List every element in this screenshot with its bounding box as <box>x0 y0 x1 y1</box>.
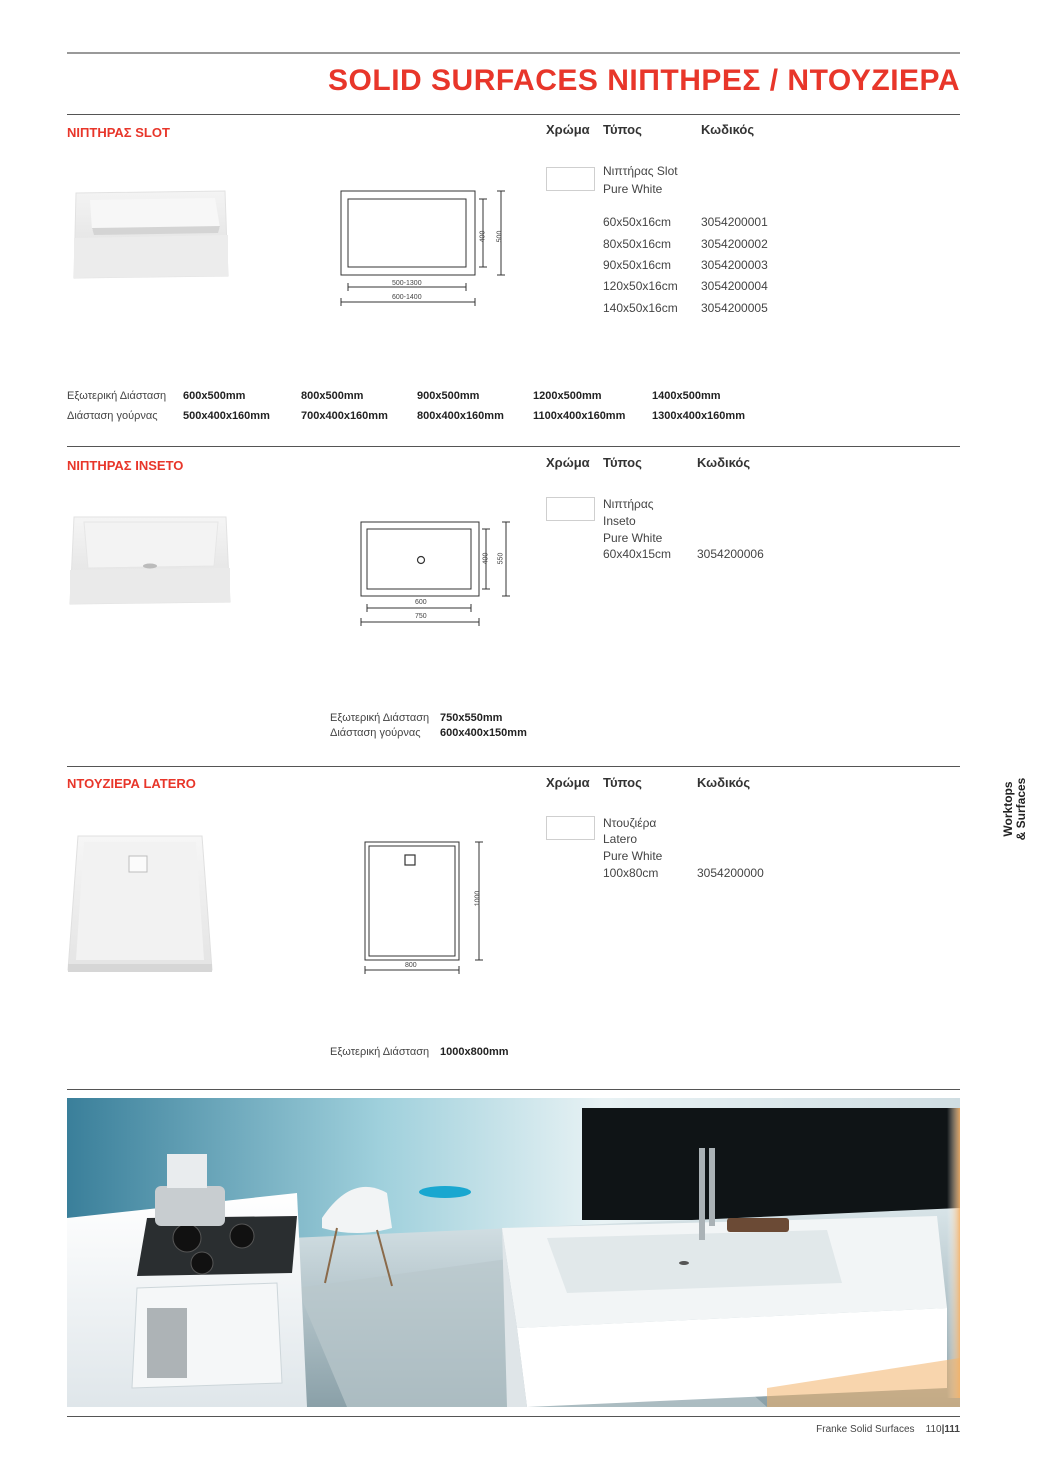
inseto-type-line3: Pure White <box>603 531 663 545</box>
footer-rule <box>67 1416 960 1417</box>
top-rule <box>67 52 960 54</box>
latero-type-line2: Latero <box>603 832 638 846</box>
inseto-outer-depth-label: 550 <box>497 552 505 565</box>
inseto-type-line2: Inseto <box>603 514 636 528</box>
slot-code-header: Κωδικός <box>701 122 755 137</box>
inseto-color-swatch <box>546 497 595 521</box>
slot-variant-row <box>603 258 768 272</box>
kitchen-lifestyle-photo <box>67 1098 960 1407</box>
latero-code: 3054200000 <box>697 866 764 880</box>
latero-section-title: ΝΤΟΥΖΙΕΡΑ LATERO <box>67 776 196 791</box>
inseto-type-header: Τύπος <box>603 455 642 470</box>
inseto-section-title: ΝΙΠΤΗΡΑΣ INSETO <box>67 458 184 473</box>
latero-depth-label: 1000 <box>474 890 482 907</box>
section-divider <box>67 766 960 767</box>
slot-bowl-value: 800x400x160mm <box>417 410 504 422</box>
inseto-technical-drawing <box>356 518 516 630</box>
footer: Franke Solid Surfaces 110|111 <box>816 1424 960 1435</box>
slot-ext-value: 900x500mm <box>417 390 480 402</box>
slot-variant-size: 80x50x16cm <box>603 237 672 251</box>
slot-color-swatch <box>546 167 595 191</box>
slot-color-header: Χρώμα <box>546 122 590 137</box>
inseto-inner-width-label: 600 <box>415 599 427 606</box>
slot-technical-drawing <box>336 186 516 308</box>
slot-variant-code: 3054200005 <box>701 301 768 315</box>
slot-variant-size: 140x50x16cm <box>603 301 678 315</box>
slot-ext-label: Εξωτερική Διάσταση <box>67 390 167 402</box>
slot-inner-width-label: 500-1300 <box>392 280 422 287</box>
latero-shower-tray-photo <box>66 832 216 974</box>
slot-ext-value: 1200x500mm <box>533 390 602 402</box>
side-section-label <box>990 772 1038 842</box>
latero-type-line1: Ντουζιέρα <box>603 816 657 830</box>
slot-variant-row <box>603 237 768 251</box>
inseto-bowl-label: Διάσταση γούρνας <box>330 727 421 739</box>
slot-outer-width-label: 600-1400 <box>392 294 422 301</box>
slot-variant-code: 3054200001 <box>701 215 768 229</box>
slot-bowl-value: 700x400x160mm <box>301 410 388 422</box>
inseto-code: 3054200006 <box>697 547 764 561</box>
slot-variant-size: 120x50x16cm <box>603 279 678 293</box>
side-label-line2: & Surfaces <box>1014 777 1028 841</box>
inseto-ext-value: 750x550mm <box>440 712 503 724</box>
latero-color-header: Χρώμα <box>546 775 590 790</box>
side-label-line1: Worktops <box>1001 781 1015 837</box>
slot-variant-row <box>603 301 768 315</box>
latero-width-label: 800 <box>405 962 417 969</box>
section-divider <box>67 1089 960 1090</box>
inseto-bowl-value: 600x400x150mm <box>440 727 527 739</box>
latero-color-swatch <box>546 816 595 840</box>
slot-bowl-value: 500x400x160mm <box>183 410 270 422</box>
slot-outer-depth-label: 500 <box>496 230 504 243</box>
latero-technical-drawing <box>360 838 490 974</box>
slot-type-header: Τύπος <box>603 122 642 137</box>
slot-ext-value: 800x500mm <box>301 390 364 402</box>
inseto-sink-photo <box>68 514 232 606</box>
inseto-ext-label: Εξωτερική Διάσταση <box>330 712 430 724</box>
latero-ext-label: Εξωτερική Διάσταση <box>330 1046 430 1058</box>
slot-bowl-value: 1100x400x160mm <box>533 410 626 422</box>
slot-sink-photo <box>70 188 230 280</box>
slot-variant-size: 90x50x16cm <box>603 258 672 272</box>
page-title: SOLID SURFACES ΝΙΠΤΗΡΕΣ / ΝΤΟΥΖΙΕΡΑ <box>328 64 960 97</box>
slot-dimensions-table <box>67 390 787 426</box>
inseto-inner-depth-label: 400 <box>482 552 490 565</box>
footer-brand: Franke Solid Surfaces <box>816 1424 915 1435</box>
slot-section-title: ΝΙΠΤΗΡΑΣ SLOT <box>67 125 170 140</box>
slot-type-line1: Νιπτήρας Slot <box>603 164 678 178</box>
slot-ext-value: 600x500mm <box>183 390 246 402</box>
inseto-outer-width-label: 750 <box>415 613 427 620</box>
slot-variant-size: 60x50x16cm <box>603 215 672 229</box>
inseto-color-header: Χρώμα <box>546 455 590 470</box>
footer-page-left: 110 <box>925 1424 942 1435</box>
slot-variant-code: 3054200003 <box>701 258 768 272</box>
slot-variant-row <box>603 215 768 229</box>
latero-size: 100x80cm <box>603 866 659 880</box>
slot-variant-code: 3054200004 <box>701 279 768 293</box>
inseto-type-line1: Νιπτήρας <box>603 497 654 511</box>
latero-code-header: Κωδικός <box>697 775 751 790</box>
slot-ext-value: 1400x500mm <box>652 390 721 402</box>
slot-variant-row <box>603 279 768 293</box>
slot-variant-code: 3054200002 <box>701 237 768 251</box>
inseto-code-header: Κωδικός <box>697 455 751 470</box>
section-divider <box>67 446 960 447</box>
footer-page-right: 111 <box>944 1424 960 1435</box>
slot-bowl-label: Διάσταση γούρνας <box>67 410 158 422</box>
slot-bowl-value: 1300x400x160mm <box>652 410 745 422</box>
slot-type-line2: Pure White <box>603 182 663 196</box>
inseto-size: 60x40x15cm <box>603 547 672 561</box>
slot-inner-depth-label: 400 <box>479 230 487 243</box>
latero-type-header: Τύπος <box>603 775 642 790</box>
title-rule <box>67 114 960 115</box>
latero-ext-value: 1000x800mm <box>440 1046 509 1058</box>
latero-type-line3: Pure White <box>603 849 663 863</box>
